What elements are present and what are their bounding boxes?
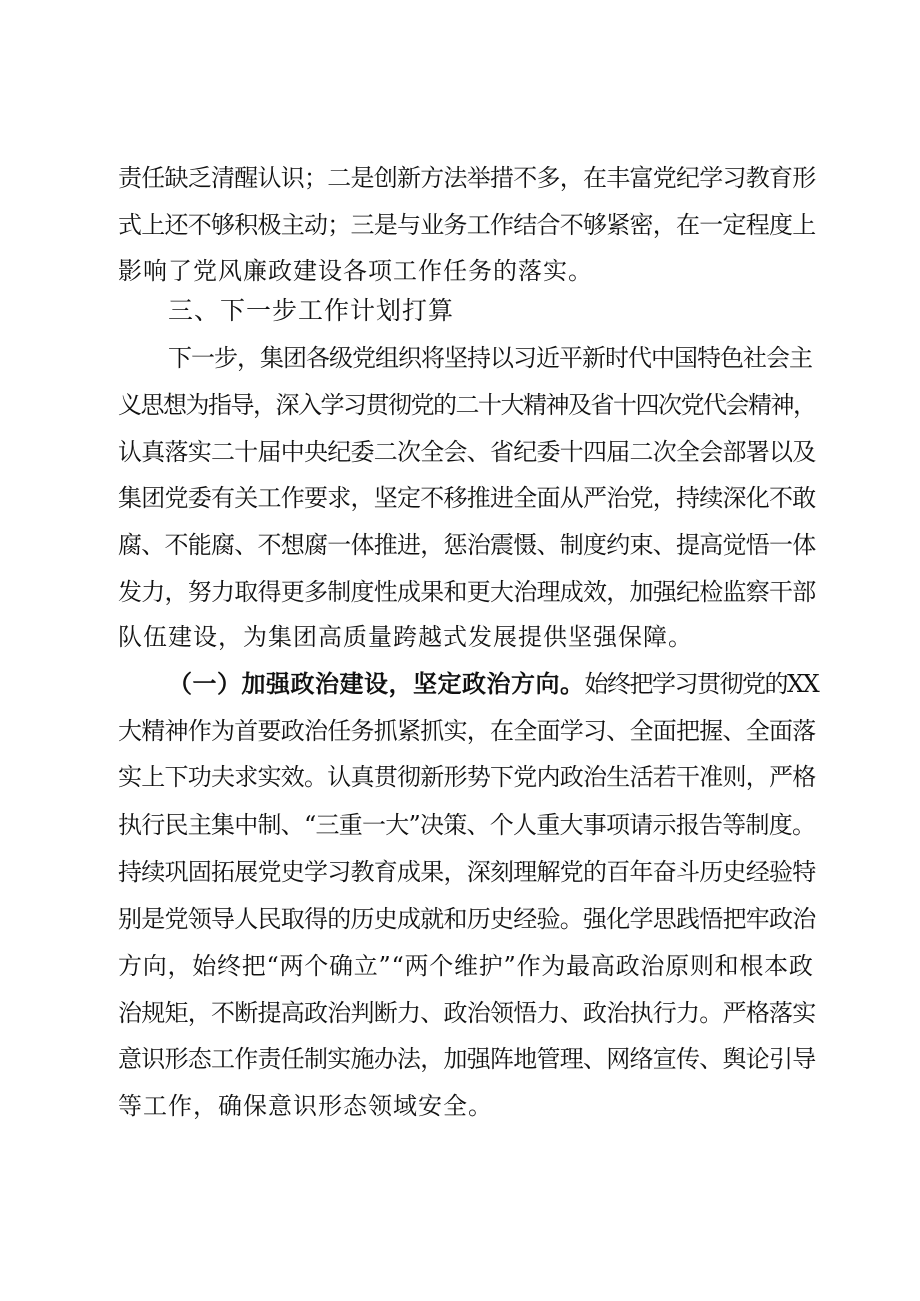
paragraph-line: 腐、不能腐、不想腐一体推进，惩治震慑、制度约束、提高觉悟一体 <box>118 531 816 559</box>
paragraph-line: 别是党领导人民取得的历史成就和历史经验。强化学思践悟把牢政治 <box>118 905 816 933</box>
paragraph-line: 式上还不够积极主动；三是与业务工作结合不够紧密，在一定程度上 <box>118 211 816 239</box>
paragraph-line: 实上下功夫求实效。认真贯彻新形势下党内政治生活若干准则，严格 <box>118 763 816 791</box>
paragraph-line: 大精神作为首要政治任务抓紧抓实，在全面学习、全面把握、全面落 <box>118 717 816 745</box>
paragraph-line: 发力，努力取得更多制度性成果和更大治理成效，加强纪检监察干部 <box>118 578 816 606</box>
paragraph-line: 认真落实二十届中央纪委二次全会、省纪委十四届二次全会部署以及 <box>118 438 816 466</box>
paragraph-line: 等工作，确保意识形态领域安全。 <box>118 1092 493 1120</box>
paragraph-line: 意识形态工作责任制实施办法，加强阵地管理、网络宣传、舆论引导 <box>118 1045 816 1073</box>
paragraph-line: 队伍建设，为集团高质量跨越式发展提供坚强保障。 <box>118 623 693 651</box>
subsection-title: （一）加强政治建设，坚定政治方向。 <box>168 670 585 698</box>
section-heading: 三、下一步工作计划打算 <box>168 296 455 325</box>
paragraph-line: 方向，始终把“两个确立”“两个维护”作为最高政治原则和根本政 <box>118 952 814 980</box>
paragraph-line: 治规矩，不断提高政治判断力、政治领悟力、政治执行力。严格落实 <box>118 999 816 1027</box>
paragraph-line: 集团党委有关工作要求，坚定不移推进全面从严治党，持续深化不敢 <box>118 484 816 512</box>
paragraph-line: 持续巩固拓展党史学习教育成果，深刻理解党的百年奋斗历史经验特 <box>118 858 816 886</box>
paragraph-line: 责任缺乏清醒认识；二是创新方法举措不多，在丰富党纪学习教育形 <box>118 164 816 192</box>
paragraph-line: 下一步，集团各级党组织将坚持以习近平新时代中国特色社会主 <box>168 344 812 372</box>
paragraph-text: 始终把学习贯彻党的XX <box>584 670 819 698</box>
paragraph-first-line <box>168 667 818 701</box>
paragraph-line: 执行民主集中制、“三重一大”决策、个人重大事项请示报告等制度。 <box>118 811 816 839</box>
paragraph-line: 影响了党风廉政建设各项工作任务的落实。 <box>118 257 593 285</box>
paragraph-line: 义思想为指导，深入学习贯彻党的二十大精神及省十四次党代会精神， <box>118 391 816 419</box>
